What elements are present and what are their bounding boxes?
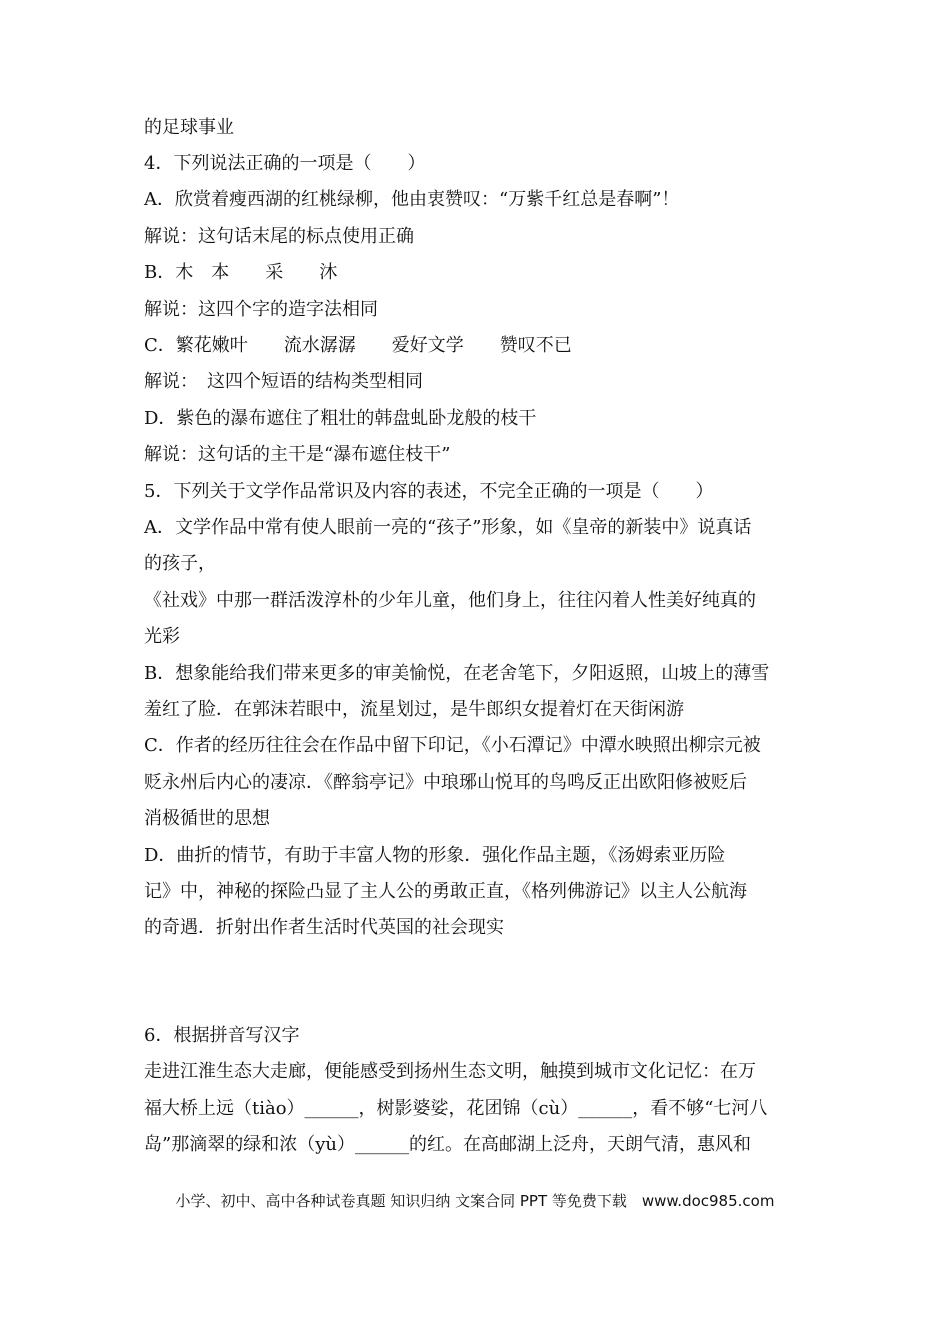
question-4-stem: 4．下列说法正确的一项是（ ） [144,153,426,174]
question-5-stem: 5．下列关于文学作品常识及内容的表述，不完全正确的一项是（ ） [144,481,714,502]
text-line: 光彩 [144,626,180,647]
text-line: 贬永州后内心的凄凉．《醉翁亭记》中琅琊山悦耳的鸟鸣反正出欧阳修被贬后 [144,772,747,793]
text-line: 羞红了脸．在郭沫若眼中，流星划过，是牛郎织女提着灯在天街闲游 [144,699,684,720]
option-d: D．曲折的情节，有助于丰富人物的形象．强化作品主题，《汤姆索亚历险 [144,845,726,866]
text-line: 的奇遇．折射出作者生活时代英国的社会现实 [144,917,504,938]
page-footer: 小学、初中、高中各种试卷真题 知识归纳 文案合同 PPT 等免费下载 www.doc985.com [175,1192,775,1210]
text-line: 的足球事业 [144,117,234,138]
text-line: 岛”那滴翠的绿和浓（yù）______的红。在高邮湖上泛舟，天朗气清，惠风和 [144,1134,751,1155]
option-a: A．文学作品中常有使人眼前一亮的“孩子”形象，如《皇帝的新装中》说真话 [144,517,752,538]
explanation-a: 解说：这句话末尾的标点使用正确 [144,226,414,247]
text-line: 福大桥上远（tiào）______，树影婆娑，花团锦（cù）______，看不够“七河八 [144,1098,768,1119]
text-line: 走进江淮生态大走廊，便能感受到扬州生态文明，触摸到城市文化记忆：在万 [144,1061,756,1082]
option-c: C．繁花嫩叶 流水潺潺 爱好文学 赞叹不已 [144,335,572,356]
explanation-d: 解说：这句话的主干是“瀑布遮住枝干” [144,444,451,465]
option-b: B．木 本 采 沐 [144,262,338,283]
question-6-stem: 6．根据拼音写汉字 [144,1025,300,1046]
text-line: 《社戏》中那一群活泼淳朴的少年儿童，他们身上，往往闪着人性美好纯真的 [144,590,756,611]
option-a: A．欣赏着瘦西湖的红桃绿柳，他由衷赞叹：“万紫千红总是春啊”！ [144,189,680,210]
text-line: 的孩子， [144,553,216,574]
text-line: 记》中，神秘的探险凸显了主人公的勇敢正直，《格列佛游记》以主人公航海 [144,881,747,902]
option-b: B．想象能给我们带来更多的审美愉悦，在老舍笔下，夕阳返照，山坡上的薄雪 [144,663,770,684]
explanation-b: 解说：这四个字的造字法相同 [144,299,378,320]
option-c: C．作者的经历往往会在作品中留下印记，《小石潭记》中潭水映照出柳宗元被 [144,735,761,756]
explanation-c: 解说： 这四个短语的结构类型相同 [144,371,423,392]
option-d: D．紫色的瀑布遮住了粗壮的韩盘虬卧龙般的枝干 [144,408,537,429]
text-line: 消极循世的思想 [144,808,270,829]
